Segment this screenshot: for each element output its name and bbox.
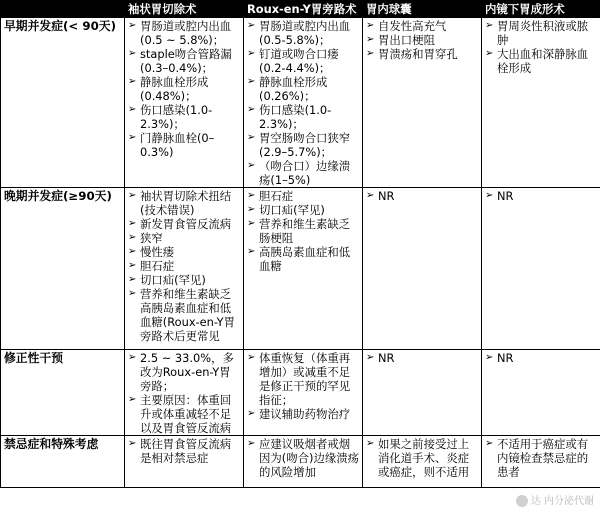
arrow-bullet-icon: ➢: [128, 394, 137, 405]
list-item: [366, 437, 479, 479]
arrow-bullet-icon: ➢: [247, 132, 256, 143]
list-item-text: 应建议吸烟者戒烟因为(吻合)边缘溃疡的风险增加: [259, 437, 360, 479]
header-gastric-balloon: 胃内球囊: [363, 1, 482, 18]
header-sleeve-gastrectomy: 袖状胃切除术: [125, 1, 244, 18]
cell-early-complications-gastric-balloon: [363, 18, 482, 188]
list-item-text: 胃肠道或腔内出血(0.5 ~ 5.8%)；: [140, 19, 232, 47]
cell-contraindications-endoscopic-gastroplasty: [482, 436, 600, 488]
bullet-list: [128, 351, 241, 435]
list-item: [128, 393, 241, 435]
list-item-text: 门静脉血栓(0–0.3%): [140, 131, 215, 159]
arrow-bullet-icon: ➢: [128, 190, 137, 201]
row-title-revision-intervention: [1, 350, 125, 436]
list-item-text: （吻合口）边缘溃疡(1–5%): [259, 159, 351, 187]
list-item: [485, 189, 598, 203]
list-item: [128, 19, 241, 47]
bullet-list: [128, 437, 241, 465]
row-revision-intervention: [1, 350, 600, 436]
cell-late-complications-roux-en-y: [244, 188, 363, 350]
bullet-list: [366, 19, 479, 61]
list-item: [128, 245, 241, 259]
cell-revision-intervention-endoscopic-gastroplasty: [482, 350, 600, 436]
bullet-list: [128, 19, 241, 159]
list-item: [247, 103, 360, 131]
list-item: [128, 189, 241, 217]
list-item: [247, 19, 360, 47]
list-item: [128, 231, 241, 245]
list-item-text: 营养和维生素缺乏高胰岛素血症和低血糖(Roux-en-Y胃旁路术后更常见: [140, 287, 236, 343]
list-item: [128, 47, 241, 75]
list-item: [366, 47, 479, 61]
list-item-text: NR: [378, 351, 395, 365]
cell-late-complications-gastric-balloon: [363, 188, 482, 350]
arrow-bullet-icon: ➢: [128, 20, 137, 31]
list-item: [247, 189, 360, 203]
arrow-bullet-icon: ➢: [128, 218, 137, 229]
row-contraindications: [1, 436, 600, 488]
arrow-bullet-icon: ➢: [247, 218, 256, 229]
list-item-text: NR: [497, 351, 514, 365]
list-item-text: 不适用于癌症或有内镜检查禁忌症的患者: [497, 437, 589, 479]
row-early-complications: [1, 18, 600, 188]
arrow-bullet-icon: ➢: [366, 352, 375, 363]
list-item-text: 大出血和深静脉血栓形成: [497, 47, 589, 75]
list-item-text: 体重恢复（体重再增加）或减重不足是修正干预的罕见指征；: [259, 351, 351, 407]
list-item-text: 袖状胃切除术扭结(技术错误): [140, 189, 232, 217]
row-title-late-complications: [1, 188, 125, 350]
arrow-bullet-icon: ➢: [128, 438, 137, 449]
arrow-bullet-icon: ➢: [247, 160, 256, 171]
list-item-text: 高胰岛素血症和低血糖: [259, 245, 351, 273]
list-item: [366, 33, 479, 47]
list-item: [485, 47, 598, 75]
arrow-bullet-icon: ➢: [247, 76, 256, 87]
arrow-bullet-icon: ➢: [366, 48, 375, 59]
arrow-bullet-icon: ➢: [485, 48, 494, 59]
arrow-bullet-icon: ➢: [366, 190, 375, 201]
bullet-list: [247, 189, 360, 273]
list-item-text: 自发性高充气: [378, 19, 447, 33]
list-item: [247, 407, 360, 421]
arrow-bullet-icon: ➢: [128, 274, 137, 285]
list-item: [366, 189, 479, 203]
list-item: [128, 75, 241, 103]
watermark: [516, 492, 594, 507]
arrow-bullet-icon: ➢: [128, 132, 137, 143]
cell-late-complications-sleeve-gastrectomy: [125, 188, 244, 350]
arrow-bullet-icon: ➢: [485, 190, 494, 201]
bullet-list: [366, 437, 479, 479]
list-item-text: 胃周炎性积液或脓肿: [497, 19, 589, 47]
header-row: [1, 1, 600, 18]
cell-contraindications-roux-en-y: [244, 436, 363, 488]
bullet-list: [366, 351, 479, 365]
list-item-text: 胃溃疡和胃穿孔: [378, 47, 458, 61]
list-item: [128, 259, 241, 273]
arrow-bullet-icon: ➢: [485, 352, 494, 363]
list-item-text: 狭窄: [140, 231, 163, 245]
arrow-bullet-icon: ➢: [247, 20, 256, 31]
list-item-text: 胆石症: [140, 259, 175, 273]
list-item-text: 伤口感染(1.0-2.3%)；: [259, 103, 332, 131]
arrow-bullet-icon: ➢: [485, 20, 494, 31]
list-item-text: 切口疝(罕见): [140, 273, 206, 287]
arrow-bullet-icon: ➢: [128, 232, 137, 243]
list-item: [128, 273, 241, 287]
list-item-text: 静脉血栓形成(0.48%)；: [140, 75, 209, 103]
cell-late-complications-endoscopic-gastroplasty: [482, 188, 600, 350]
cell-contraindications-sleeve-gastrectomy: [125, 436, 244, 488]
list-item: [247, 245, 360, 273]
list-item-text: 静脉血栓形成(0.26%)；: [259, 75, 328, 103]
list-item: [247, 217, 360, 245]
arrow-bullet-icon: ➢: [366, 34, 375, 45]
arrow-bullet-icon: ➢: [128, 260, 137, 271]
list-item: [247, 47, 360, 75]
arrow-bullet-icon: ➢: [247, 438, 256, 449]
list-item: [128, 351, 241, 393]
list-item: [247, 351, 360, 407]
arrow-bullet-icon: ➢: [247, 408, 256, 419]
list-item: [128, 437, 241, 465]
list-item-text: staple吻合管路漏(0.3–0.4%)；: [140, 47, 232, 75]
arrow-bullet-icon: ➢: [366, 438, 375, 449]
list-item-text: 慢性瘘: [140, 245, 175, 259]
bullet-list: [128, 189, 241, 343]
list-item-text: NR: [497, 189, 514, 203]
list-item: [366, 19, 479, 33]
bullet-list: [247, 351, 360, 421]
bullet-list: [485, 19, 598, 75]
list-item-text: 新发胃食管反流病: [140, 217, 232, 231]
list-item-text: 2.5 ~ 33.0%，多改为Roux-en-Y胃旁路；: [140, 351, 234, 393]
arrow-bullet-icon: ➢: [128, 48, 137, 59]
list-item-text: 胃出口梗阻: [378, 33, 435, 47]
list-item-text: 既往胃食管反流病是相对禁忌症: [140, 437, 232, 465]
arrow-bullet-icon: ➢: [247, 246, 256, 257]
cell-revision-intervention-roux-en-y: [244, 350, 363, 436]
cell-early-complications-endoscopic-gastroplasty: [482, 18, 600, 188]
row-late-complications: [1, 188, 600, 350]
cell-revision-intervention-gastric-balloon: [363, 350, 482, 436]
row-title-text: 晚期并发症(≥90天): [4, 189, 112, 203]
arrow-bullet-icon: ➢: [247, 204, 256, 215]
list-item: [128, 217, 241, 231]
bullet-list: [247, 437, 360, 479]
list-item-text: 胃空肠吻合口狭窄(2.9–5.7%)；: [259, 131, 351, 159]
list-item-text: 胃肠道或腔内出血(0.5-5.8%)；: [259, 19, 351, 47]
list-item: [247, 437, 360, 479]
bullet-list: [485, 351, 598, 365]
list-item-text: 切口疝(罕见): [259, 203, 325, 217]
row-title-text: 早期并发症(< 90天): [4, 19, 116, 33]
cell-revision-intervention-sleeve-gastrectomy: [125, 350, 244, 436]
header-endoscopic-gastroplasty: 内镜下胃成形术: [482, 1, 600, 18]
arrow-bullet-icon: ➢: [247, 352, 256, 363]
bullet-list: [247, 19, 360, 187]
list-item: [247, 131, 360, 159]
wechat-icon: [516, 495, 528, 507]
cell-early-complications-roux-en-y: [244, 18, 363, 188]
bullet-list: [366, 189, 479, 203]
header-roux-en-y: Roux-en-Y胃旁路术: [244, 1, 363, 18]
header-blank: [1, 1, 125, 18]
arrow-bullet-icon: ➢: [366, 20, 375, 31]
list-item-text: NR: [378, 189, 395, 203]
arrow-bullet-icon: ➢: [128, 352, 137, 363]
arrow-bullet-icon: ➢: [128, 76, 137, 87]
bullet-list: [485, 437, 598, 479]
list-item: [366, 351, 479, 365]
row-title-early-complications: [1, 18, 125, 188]
list-item: [485, 437, 598, 479]
bullet-list: [485, 189, 598, 203]
list-item: [247, 75, 360, 103]
watermark-text: 达 内分泌代谢: [530, 496, 594, 507]
list-item-text: 伤口感染(1.0-2.3%)；: [140, 103, 213, 131]
list-item-text: 营养和维生素缺乏肠梗阻: [259, 217, 351, 245]
list-item-text: 建议辅助药物治疗: [259, 407, 351, 421]
arrow-bullet-icon: ➢: [485, 438, 494, 449]
arrow-bullet-icon: ➢: [247, 190, 256, 201]
list-item: [485, 19, 598, 47]
list-item-text: 钉道或吻合口瘘(0.2-4.4%)；: [259, 47, 339, 75]
arrow-bullet-icon: ➢: [247, 48, 256, 59]
row-title-text: 禁忌症和特殊考虑: [4, 437, 99, 451]
list-item-text: 主要原因：体重回升或体重减轻不足以及胃食管反流病: [140, 393, 232, 435]
arrow-bullet-icon: ➢: [128, 104, 137, 115]
list-item: [128, 287, 241, 343]
arrow-bullet-icon: ➢: [247, 104, 256, 115]
list-item-text: 胆石症: [259, 189, 294, 203]
row-title-text: 修正性干预: [4, 351, 63, 365]
list-item: [128, 103, 241, 131]
arrow-bullet-icon: ➢: [128, 246, 137, 257]
list-item: [247, 203, 360, 217]
list-item-text: 如果之前接受过上消化道手术、炎症或癌症，则不适用: [378, 437, 470, 479]
list-item: [128, 131, 241, 159]
cell-early-complications-sleeve-gastrectomy: [125, 18, 244, 188]
list-item: [247, 159, 360, 187]
row-title-contraindications: [1, 436, 125, 488]
cell-contraindications-gastric-balloon: [363, 436, 482, 488]
list-item: [485, 351, 598, 365]
arrow-bullet-icon: ➢: [128, 288, 137, 299]
